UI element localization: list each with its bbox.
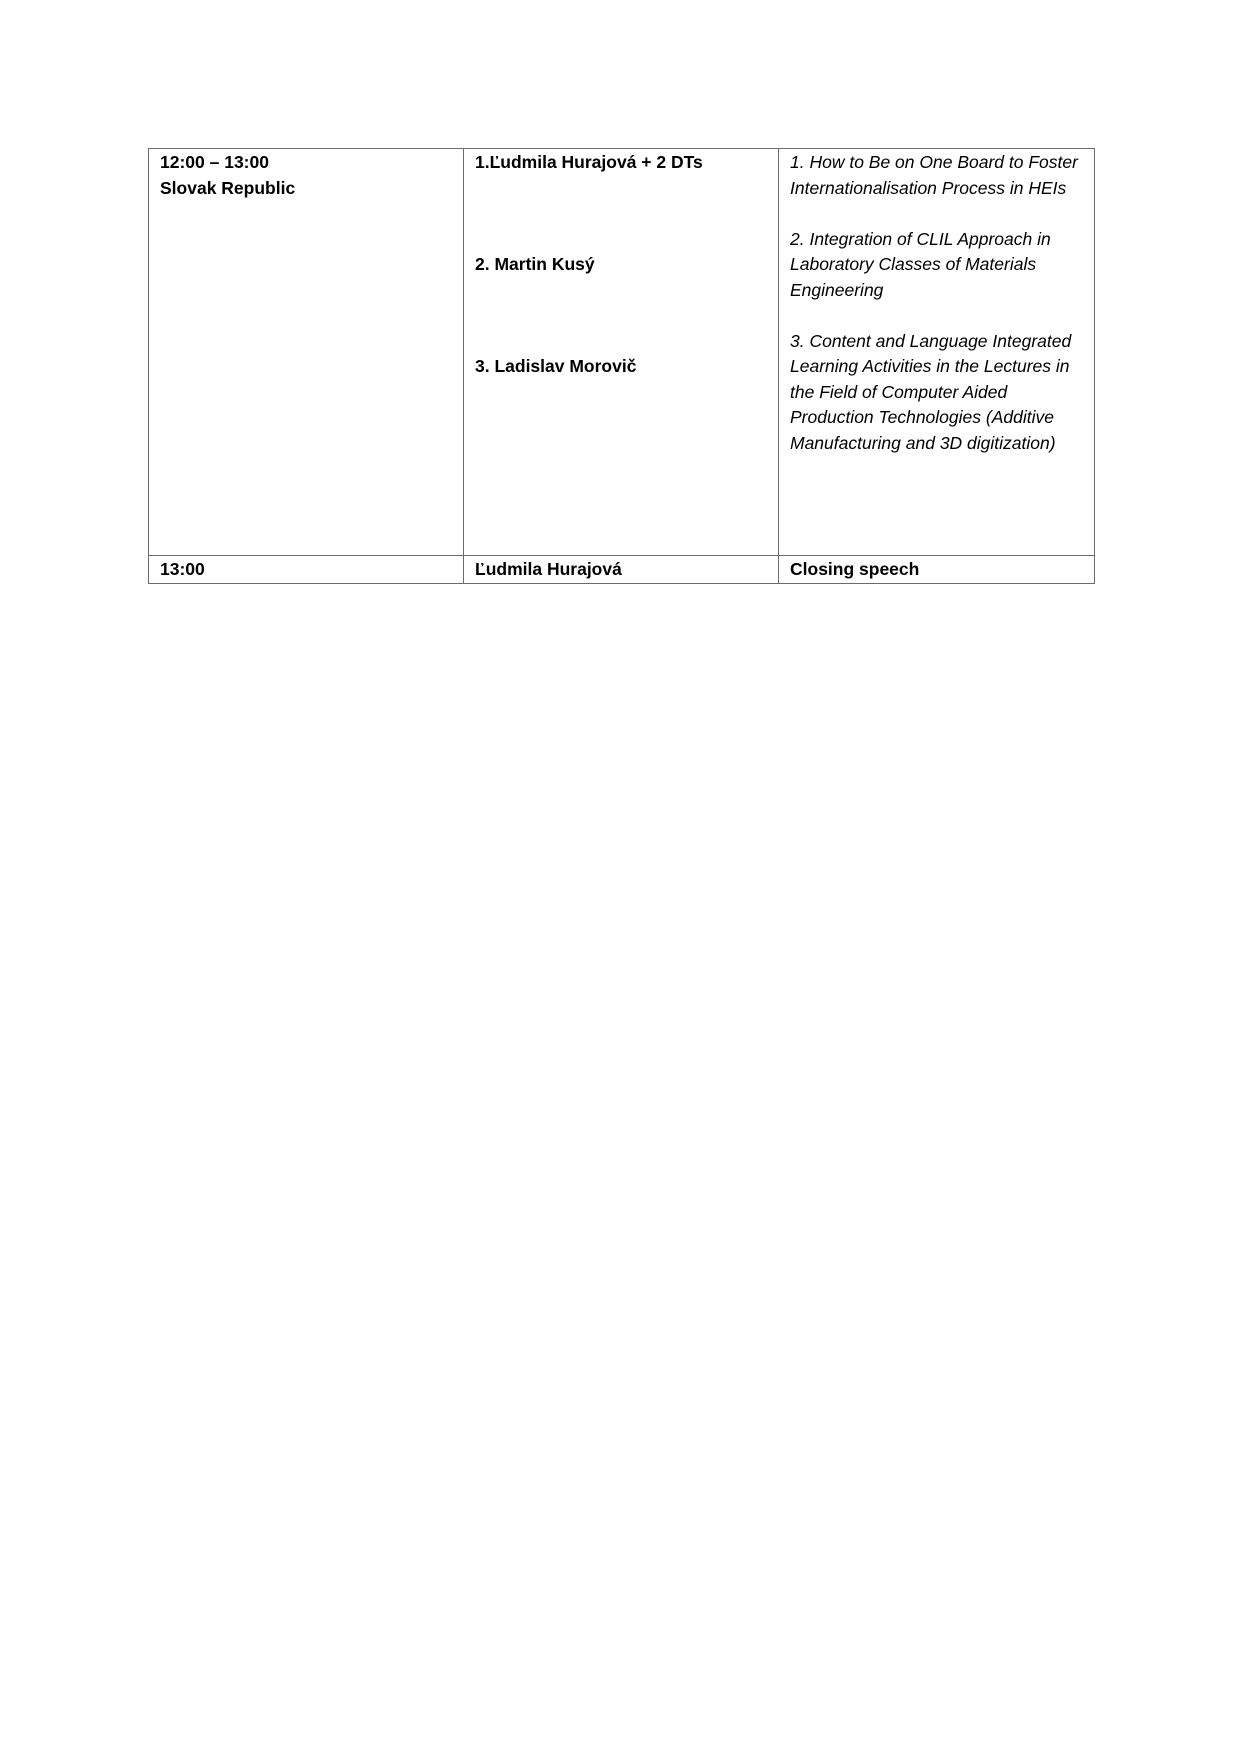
talk-title: 2. Integration of CLIL Approach in Laboratory Classes of Materials Engineering (790, 228, 1051, 300)
speakers-cell (464, 556, 779, 584)
speaker-name: Ľudmila Hurajová (475, 559, 622, 579)
talk-title: 3. Content and Language Integrated Learning Activities in the Lectures in the Field of Computer Aided Production Technologies (Additive Manufacturing and 3D digitization) (790, 330, 1072, 453)
speaker-name: 3. Ladislav Morovič (475, 356, 637, 376)
session-time: 12:00 – 13:00 (160, 152, 269, 172)
speaker-name: 1.Ľudmila Hurajová + 2 DTs (475, 152, 703, 172)
talk-title: Closing speech (790, 559, 920, 579)
session-time: 13:00 (160, 559, 205, 579)
talk-title: 1. How to Be on One Board to Foster Internationalisation Process in HEIs (790, 152, 1078, 198)
speaker-name: 2. Martin Kusý (475, 254, 595, 274)
talks-cell (779, 149, 1095, 556)
talks-cell (779, 556, 1095, 584)
table-row (149, 556, 1095, 584)
session-location: Slovak Republic (160, 177, 296, 198)
speakers-cell (464, 149, 779, 556)
table-row (149, 149, 1095, 556)
schedule-table (148, 148, 1095, 584)
time-cell (149, 149, 464, 556)
time-cell (149, 556, 464, 584)
